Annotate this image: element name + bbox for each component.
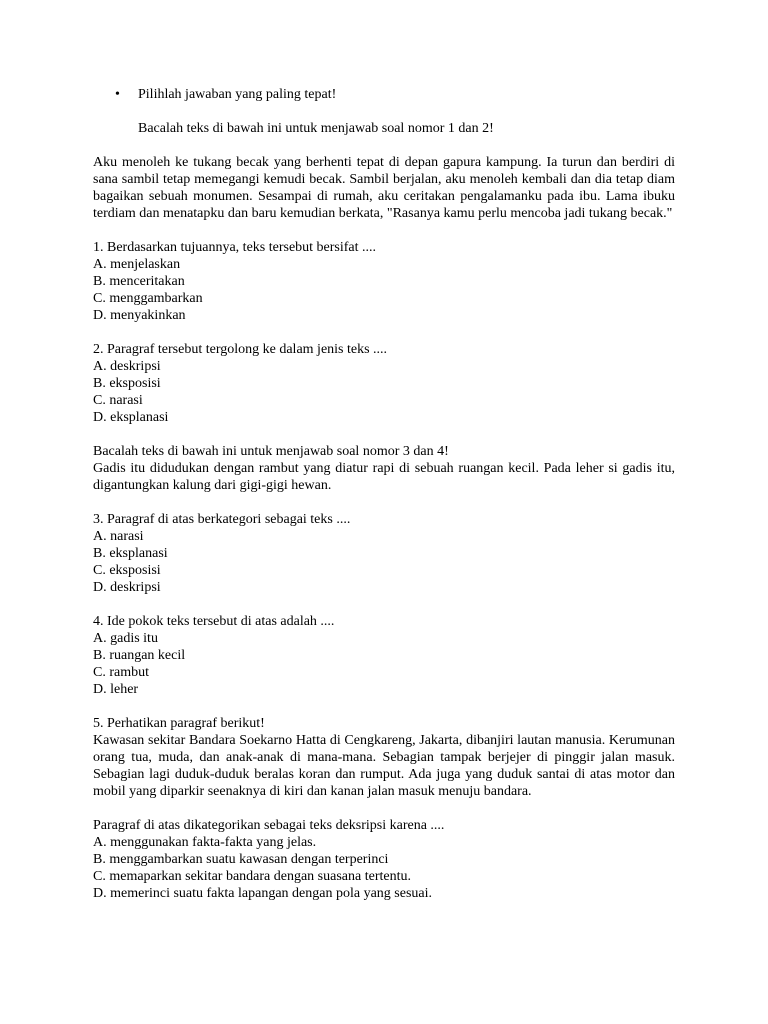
question-5-option-c: C. memaparkan sekitar bandara dengan suasana tertentu. xyxy=(93,869,411,884)
question-3-option-a: A. narasi xyxy=(93,529,144,544)
passage-1: Aku menoleh ke tukang becak yang berhenti tepat di depan gapura kampung. Ia turun dan berdiri di sana sambil tetap memegangi kemudi becak. Sambil berjalan, aku menoleh kembali dan dia tetap diam bagaikan sebuah monumen. Sesampai di rumah, aku ceritakan pengalamanku pada ibu. Lama ibuku terdiam dan menatapku dan baru kemudian berkata, "Rasanya kamu perlu mencoba jadi tukang becak." xyxy=(93,155,675,221)
question-5-option-a: A. menggunakan fakta-fakta yang jelas. xyxy=(93,835,317,850)
question-1-stem: 1. Berdasarkan tujuannya, teks tersebut bersifat .... xyxy=(93,240,377,255)
question-5-intro: 5. Perhatikan paragraf berikut! xyxy=(93,716,265,731)
question-2-option-d: D. eksplanasi xyxy=(93,410,169,425)
question-4-option-c: C. rambut xyxy=(93,665,149,680)
question-5 xyxy=(93,817,675,902)
document-content xyxy=(93,86,675,919)
reading-instruction-2: Bacalah teks di bawah ini untuk menjawab soal nomor 3 dan 4! xyxy=(93,444,449,459)
question-5-option-d: D. memerinci suatu fakta lapangan dengan pola yang sesuai. xyxy=(93,886,432,901)
question-2-option-a: A. deskripsi xyxy=(93,359,161,374)
question-1-option-d: D. menyakinkan xyxy=(93,308,186,323)
question-2 xyxy=(93,341,675,426)
main-instruction xyxy=(93,86,675,103)
question-4-stem: 4. Ide pokok teks tersebut di atas adalah .... xyxy=(93,614,335,629)
question-1-option-c: C. menggambarkan xyxy=(93,291,203,306)
question-1-option-b: B. menceritakan xyxy=(93,274,185,289)
question-4-option-a: A. gadis itu xyxy=(93,631,158,646)
passage-2: Gadis itu didudukan dengan rambut yang diatur rapi di sebuah ruangan kecil. Pada leher si gadis itu, digantungkan kalung dari gigi-gigi hewan. xyxy=(93,461,675,493)
question-2-option-c: C. narasi xyxy=(93,393,143,408)
reading-section-2 xyxy=(93,443,675,494)
question-3 xyxy=(93,511,675,596)
main-instruction-text: Pilihlah jawaban yang paling tepat! xyxy=(138,87,337,102)
question-3-option-b: B. eksplanasi xyxy=(93,546,168,561)
question-2-option-b: B. eksposisi xyxy=(93,376,161,391)
reading-instruction-1: Bacalah teks di bawah ini untuk menjawab soal nomor 1 dan 2! xyxy=(138,121,494,136)
question-4-option-d: D. leher xyxy=(93,682,139,697)
question-1 xyxy=(93,239,675,324)
bullet-icon: • xyxy=(115,87,120,102)
question-3-option-c: C. eksposisi xyxy=(93,563,161,578)
question-4 xyxy=(93,613,675,698)
passage-3: Kawasan sekitar Bandara Soekarno Hatta di Cengkareng, Jakarta, dibanjiri lautan manusia. Kerumunan orang tua, muda, dan anak-anak di mana-mana. Sebagian tampak berjejer di pinggir jalan masuk. Sebagian lagi duduk-duduk beralas koran dan rumput. Ada juga yang duduk santai di atas motor dan mobil yang diparkir seenaknya di kiri dan kanan jalan masuk menuju bandara. xyxy=(93,733,675,799)
question-1-option-a: A. menjelaskan xyxy=(93,257,181,272)
question-5-context xyxy=(93,715,675,800)
question-2-stem: 2. Paragraf tersebut tergolong ke dalam jenis teks .... xyxy=(93,342,388,357)
question-5-stem: Paragraf di atas dikategorikan sebagai teks deksripsi karena .... xyxy=(93,818,445,833)
question-3-option-d: D. deskripsi xyxy=(93,580,161,595)
question-5-option-b: B. menggambarkan suatu kawasan dengan terperinci xyxy=(93,852,389,867)
question-3-stem: 3. Paragraf di atas berkategori sebagai teks .... xyxy=(93,512,351,527)
question-4-option-b: B. ruangan kecil xyxy=(93,648,186,663)
